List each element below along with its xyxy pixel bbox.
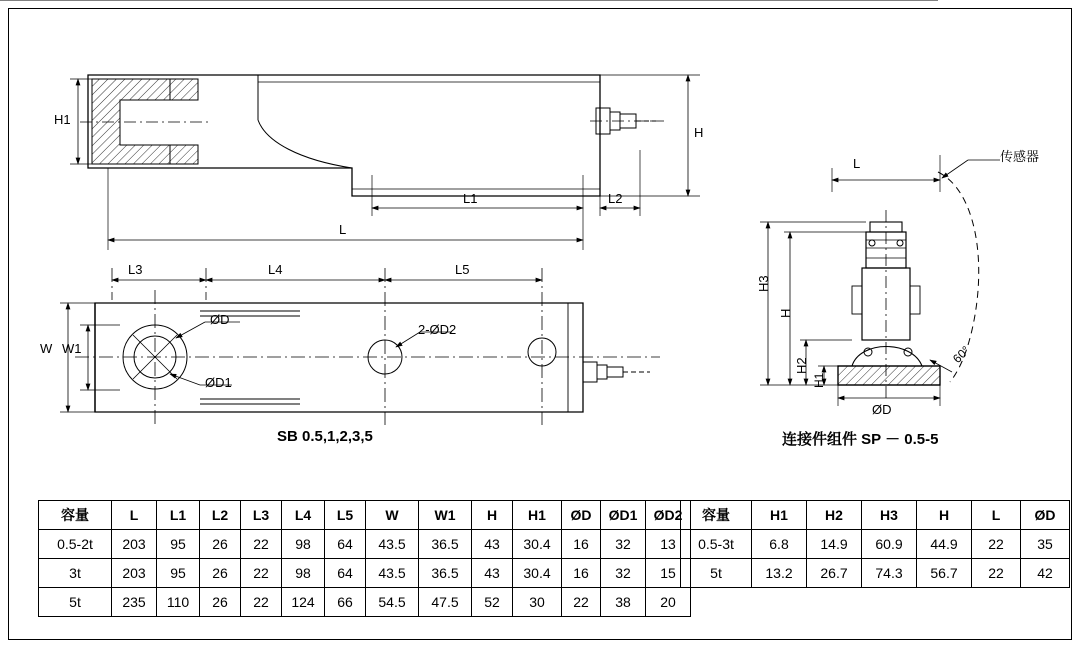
table-cell: 98 <box>282 559 325 588</box>
table-row <box>681 530 1070 559</box>
table-cell: 13 <box>646 530 691 559</box>
table-header-cell: ØD <box>562 501 601 530</box>
table-header-cell: ØD1 <box>601 501 646 530</box>
table-header-cell: W1 <box>419 501 472 530</box>
label-l4: L4 <box>268 262 283 277</box>
table-cell: 98 <box>282 530 325 559</box>
dimension-table-left-wrap <box>38 500 691 617</box>
table-cell: 16 <box>562 559 601 588</box>
label-diameter-d: ØD <box>210 312 230 327</box>
table-header-cell: L1 <box>157 501 200 530</box>
table-cell: 16 <box>562 530 601 559</box>
dimension-table-left <box>38 500 691 617</box>
label-h3: H3 <box>756 275 771 292</box>
table-cell: 124 <box>282 588 325 617</box>
table-cell: 32 <box>601 530 646 559</box>
table-cell: 56.7 <box>917 559 972 588</box>
table-header-cell: H <box>917 501 972 530</box>
table-header-row <box>681 501 1070 530</box>
label-sensor: 传感器 <box>1000 149 1040 164</box>
table-cell: 203 <box>112 530 157 559</box>
table-cell: 22 <box>562 588 601 617</box>
table-cell: 22 <box>241 588 282 617</box>
table-cell: 42 <box>1021 559 1070 588</box>
table-cell: 44.9 <box>917 530 972 559</box>
label-l2: L2 <box>608 191 623 206</box>
table-cell: 47.5 <box>419 588 472 617</box>
table-header-cell: 容量 <box>681 501 752 530</box>
label-h2: H2 <box>794 357 809 374</box>
table-cell: 66 <box>325 588 366 617</box>
table-header-row <box>39 501 691 530</box>
label-h1-top: H1 <box>54 112 71 127</box>
table-cell: 60.9 <box>862 530 917 559</box>
table-cell: 64 <box>325 559 366 588</box>
table-header-cell: H <box>472 501 513 530</box>
table-cell: 203 <box>112 559 157 588</box>
table-row <box>681 559 1070 588</box>
table-cell: 5t <box>681 559 752 588</box>
table-cell: 110 <box>157 588 200 617</box>
table-cell: 22 <box>972 530 1021 559</box>
table-header-cell: L5 <box>325 501 366 530</box>
table-header-cell: H2 <box>807 501 862 530</box>
table-header-cell: W <box>366 501 419 530</box>
table-cell: 3t <box>39 559 112 588</box>
dimension-table-right-wrap <box>680 500 1070 588</box>
table-row <box>39 559 691 588</box>
table-header-cell: L <box>972 501 1021 530</box>
table-cell: 32 <box>601 559 646 588</box>
label-angle-60: 60° <box>950 343 973 366</box>
table-cell: 36.5 <box>419 559 472 588</box>
table-cell: 0.5-3t <box>681 530 752 559</box>
table-cell: 95 <box>157 530 200 559</box>
label-l5: L5 <box>455 262 470 277</box>
label-l3: L3 <box>128 262 143 277</box>
label-h-top: H <box>694 125 704 140</box>
table-header-cell: 容量 <box>39 501 112 530</box>
table-cell: 43 <box>472 530 513 559</box>
label-diameter-d1: ØD1 <box>205 375 232 390</box>
table-header-cell: ØD2 <box>646 501 691 530</box>
table-header-cell: L2 <box>200 501 241 530</box>
table-cell: 14.9 <box>807 530 862 559</box>
label-diameter-d-mount: ØD <box>872 402 892 417</box>
table-cell: 26.7 <box>807 559 862 588</box>
table-cell: 54.5 <box>366 588 419 617</box>
table-cell: 22 <box>241 559 282 588</box>
table-cell: 35 <box>1021 530 1070 559</box>
table-cell: 15 <box>646 559 691 588</box>
label-h1-mount: H1 <box>812 372 826 388</box>
table-cell: 30 <box>513 588 562 617</box>
label-h-mount: H <box>778 308 793 318</box>
table-header-cell: ØD <box>1021 501 1070 530</box>
label-2-diameter-d2: 2-ØD2 <box>418 322 457 337</box>
table-cell: 22 <box>241 530 282 559</box>
label-w1: W1 <box>62 341 82 356</box>
table-header-cell: H1 <box>513 501 562 530</box>
caption-left: SB 0.5,1,2,3,5 <box>277 428 373 445</box>
table-cell: 43.5 <box>366 530 419 559</box>
table-header-cell: H1 <box>752 501 807 530</box>
table-cell: 235 <box>112 588 157 617</box>
table-cell: 26 <box>200 559 241 588</box>
table-cell: 64 <box>325 530 366 559</box>
table-cell: 26 <box>200 588 241 617</box>
label-w: W <box>40 341 53 356</box>
label-l1: L1 <box>463 191 478 206</box>
table-cell: 0.5-2t <box>39 530 112 559</box>
table-cell: 43 <box>472 559 513 588</box>
table-cell: 74.3 <box>862 559 917 588</box>
table-cell: 52 <box>472 588 513 617</box>
table-cell: 5t <box>39 588 112 617</box>
caption-right: 连接件组件 SP － 0.5-5 <box>782 431 939 448</box>
table-row <box>39 530 691 559</box>
table-cell: 95 <box>157 559 200 588</box>
table-cell: 36.5 <box>419 530 472 559</box>
label-l-top: L <box>339 222 347 237</box>
table-cell: 22 <box>972 559 1021 588</box>
table-header-cell: H3 <box>862 501 917 530</box>
table-header-cell: L4 <box>282 501 325 530</box>
table-header-cell: L3 <box>241 501 282 530</box>
dimension-table-right <box>680 500 1070 588</box>
table-row <box>39 588 691 617</box>
table-cell: 30.4 <box>513 559 562 588</box>
table-cell: 20 <box>646 588 691 617</box>
table-cell: 26 <box>200 530 241 559</box>
table-cell: 30.4 <box>513 530 562 559</box>
table-header-cell: L <box>112 501 157 530</box>
table-cell: 6.8 <box>752 530 807 559</box>
table-cell: 13.2 <box>752 559 807 588</box>
table-cell: 38 <box>601 588 646 617</box>
table-cell: 43.5 <box>366 559 419 588</box>
label-l-mount: L <box>853 156 861 171</box>
